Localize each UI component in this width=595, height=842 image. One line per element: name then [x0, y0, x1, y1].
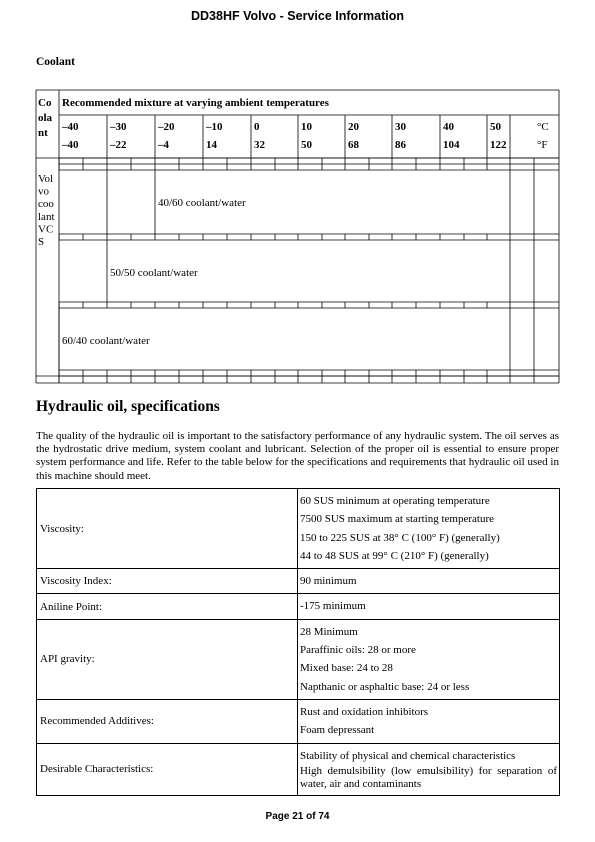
temp-celsius-label: 20	[348, 121, 359, 133]
page-number: Page 21 of 74	[265, 811, 330, 822]
temp-celsius-label: –20	[158, 121, 175, 133]
spec-label: Aniline Point:	[37, 594, 298, 619]
spec-value	[298, 569, 560, 594]
spec-value-line: 7500 SUS maximum at starting temperature	[300, 513, 494, 526]
spec-value-line: 150 to 225 SUS at 38° C (100° F) (generally)	[300, 531, 500, 544]
mixture-range-label: 50/50 coolant/water	[110, 267, 198, 279]
document-header: DD38HF Volvo - Service Information	[190, 9, 404, 23]
coolant-product-label: coo	[38, 198, 54, 211]
temp-celsius-label: 30	[395, 121, 406, 133]
coolant-product-label: VC	[38, 223, 54, 236]
hydraulic-spec-table	[36, 488, 560, 796]
coolant-column-header: Co	[38, 97, 52, 109]
temp-fahrenheit-label: –4	[158, 139, 169, 151]
temp-celsius-label: 0	[254, 121, 260, 133]
temp-fahrenheit-label: 86	[395, 139, 406, 151]
spec-value-line: 60 SUS minimum at operating temperature	[300, 495, 490, 507]
spec-value	[298, 699, 560, 743]
spec-value-line: Rust and oxidation inhibitors	[300, 705, 429, 718]
unit-fahrenheit-label: °F	[537, 139, 548, 151]
spec-row	[37, 489, 560, 569]
spec-label: Desirable Characteristics:	[37, 743, 298, 795]
spec-row	[37, 699, 560, 743]
spec-value-line: -175 minimum	[300, 600, 366, 613]
temp-celsius-label: –30	[110, 121, 127, 133]
spec-row	[37, 619, 560, 699]
hydraulic-section-title: Hydraulic oil, specifications	[36, 398, 220, 415]
spec-value-line: 90 minimum	[300, 575, 357, 588]
spec-value-line: Stability of physical and chemical characteristics	[300, 749, 516, 762]
spec-value-line: Foam depressant	[300, 724, 375, 737]
mixture-range-label: 40/60 coolant/water	[158, 197, 246, 209]
temp-fahrenheit-label: –22	[110, 139, 127, 151]
temp-celsius-label: 10	[301, 121, 312, 133]
spec-value-line: 44 to 48 SUS at 99° C (210° F) (generally)	[300, 549, 489, 562]
temp-fahrenheit-label: 122	[490, 139, 507, 151]
temp-fahrenheit-label: 50	[301, 139, 312, 151]
spec-value-line: 28 Minimum	[300, 625, 358, 638]
coolant-product-label: lant	[38, 210, 55, 223]
coolant-product-label: Vol	[38, 173, 54, 185]
temp-fahrenheit-label: 32	[254, 139, 265, 151]
temp-fahrenheit-label: 104	[443, 139, 460, 151]
temp-celsius-label: 40	[443, 121, 454, 133]
spec-value-line: Paraffinic oils: 28 or more	[300, 644, 416, 657]
temp-fahrenheit-label: 14	[206, 139, 217, 151]
coolant-product-label: vo	[38, 185, 49, 198]
spec-value-line: High demulsibility (low emulsibility) for separation of water, air and contaminants	[300, 764, 557, 791]
mixture-header: Recommended mixture at varying ambient temperatures	[62, 97, 329, 109]
spec-value	[298, 594, 560, 619]
spec-value	[298, 743, 560, 795]
spec-row	[37, 743, 560, 795]
spec-value	[298, 489, 560, 569]
coolant-section-title: Coolant	[36, 56, 75, 68]
spec-row	[37, 569, 560, 594]
temp-celsius-label: 50	[490, 121, 501, 133]
spec-row	[37, 594, 560, 619]
spec-label: API gravity:	[37, 619, 298, 699]
coolant-mixture-table	[0, 0, 595, 400]
temp-celsius-label: –10	[206, 121, 223, 133]
spec-label: Recommended Additives:	[37, 699, 298, 743]
spec-label: Viscosity:	[37, 489, 298, 569]
unit-celsius-label: °C	[537, 121, 549, 133]
spec-value-line: Napthanic or asphaltic base: 24 or less	[300, 680, 470, 693]
spec-value	[298, 619, 560, 699]
spec-label: Viscosity Index:	[37, 569, 298, 594]
temp-fahrenheit-label: 68	[348, 139, 359, 151]
hydraulic-intro-paragraph: The quality of the hydraulic oil is important to the satisfactory performance of any hydraulic system. The oil serves as the hydrostatic drive medium, system coolant and lubricant. Selection of the proper oil is essential to ensure proper system performance and life. Refer to the table below for the specifications and requirements that hydraulic oil used in this machine should meet.	[36, 430, 559, 482]
temp-fahrenheit-label: –40	[62, 139, 79, 151]
mixture-range-label: 60/40 coolant/water	[62, 335, 150, 347]
temp-celsius-label: –40	[62, 121, 79, 133]
spec-value-line: Mixed base: 24 to 28	[300, 662, 393, 675]
coolant-column-header: ola	[38, 112, 53, 124]
coolant-column-header: nt	[38, 127, 48, 139]
coolant-product-label: S	[38, 236, 45, 248]
